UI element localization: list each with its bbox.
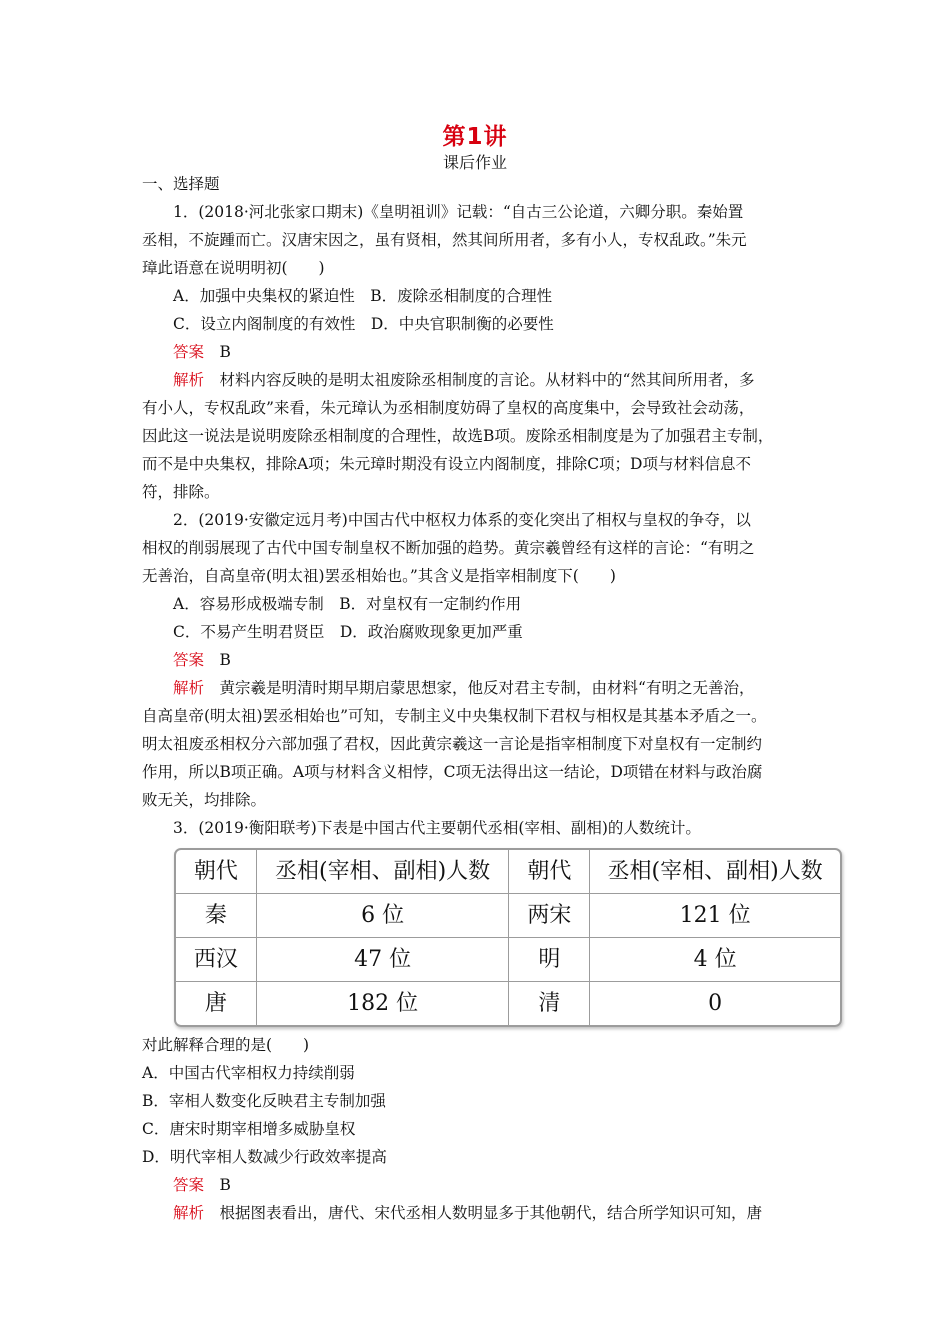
- question-2-options: A．容易形成极端专制 B．对皇权有一定制约作用: [173, 595, 522, 613]
- question-1-answer: [142, 338, 812, 366]
- analysis-text: 因此这一说法是说明废除丞相制度的合理性，故选B项。废除丞相制度是为了加强君主专制，: [142, 427, 774, 445]
- table-row: [176, 982, 840, 1026]
- analysis-text: 符，排除。: [142, 483, 220, 501]
- analysis-label: 解析: [173, 371, 205, 389]
- question-2-options: C．不易产生明君贤臣 D．政治腐败现象更加严重: [173, 623, 523, 641]
- question-2-line: 无善治，自高皇帝(明太祖)罢丞相始也。”其含义是指宰相制度下( ): [142, 567, 616, 585]
- question-2-line: 相权的削弱展现了古代中国专制皇权不断加强的趋势。黄宗羲曾经有这样的言论：“有明之: [142, 539, 755, 557]
- section-heading: 一、选择题: [142, 175, 220, 193]
- table-cell: 西汉: [176, 938, 256, 982]
- question-1-line: 璋此语意在说明明初( ): [142, 259, 325, 277]
- question-3-answer: [142, 1171, 812, 1199]
- table-cell: 121 位: [590, 894, 840, 938]
- question-3-option: C．唐宋时期宰相增多威胁皇权: [142, 1120, 356, 1138]
- question-3-option: B．宰相人数变化反映君主专制加强: [142, 1092, 386, 1110]
- question-3-analysis: [142, 1199, 812, 1227]
- analysis-text: 作用，所以B项正确。A项与材料含义相悖，C项无法得出这一结论，D项错在材料与政治腐: [142, 763, 763, 781]
- table-cell: 清: [509, 982, 590, 1026]
- question-3-prompt: 对此解释合理的是( ): [142, 1036, 310, 1054]
- table-row: [176, 894, 840, 938]
- answer-value: B: [204, 651, 231, 669]
- table-header-row: [176, 850, 840, 894]
- question-3: [142, 814, 823, 1227]
- question-1-options: C．设立内阁制度的有效性 D．中央官职制衡的必要性: [173, 315, 554, 333]
- answer-value: B: [204, 343, 231, 361]
- question-3-stem: 3．(2019·衡阳联考)下表是中国古代主要朝代丞相(宰相、副相)的人数统计。: [173, 819, 701, 837]
- question-1: [142, 198, 812, 506]
- analysis-label: 解析: [173, 679, 205, 697]
- question-1-line: 1．(2018·河北张家口期末)《皇明祖训》记载：“自古三公论道，六卿分职。秦始置: [173, 203, 744, 221]
- question-3-option: D．明代宰相人数减少行政效率提高: [142, 1148, 387, 1166]
- table-header-cell: 朝代: [176, 850, 256, 894]
- question-1-options: A．加强中央集权的紧迫性 B．废除丞相制度的合理性: [173, 287, 553, 305]
- table-cell: 182 位: [256, 982, 509, 1026]
- table-cell: 47 位: [256, 938, 509, 982]
- table-row: [176, 938, 840, 982]
- answer-label: 答案: [173, 1176, 205, 1194]
- question-2: [142, 506, 812, 814]
- table-header-cell: 朝代: [509, 850, 590, 894]
- table-cell: 6 位: [256, 894, 509, 938]
- lesson-title: 第1讲: [442, 124, 508, 150]
- question-2-answer: [142, 646, 812, 674]
- table-cell: 4 位: [590, 938, 840, 982]
- table-cell: 0: [590, 982, 840, 1026]
- table-cell: 秦: [176, 894, 256, 938]
- analysis-text: 败无关，均排除。: [142, 791, 267, 809]
- answer-label: 答案: [173, 651, 205, 669]
- analysis-text: 而不是中央集权，排除A项；朱元璋时期没有设立内阁制度，排除C项；D项与材料信息不: [142, 455, 751, 473]
- document-body: [142, 170, 823, 1227]
- question-1-analysis: [142, 366, 812, 394]
- analysis-text: 明太祖废丞相权分六部加强了君权，因此黄宗羲这一言论是指宰相制度下对皇权有一定制约: [142, 735, 763, 753]
- question-2-line: 2．(2019·安徽定远月考)中国古代中枢权力体系的变化突出了相权与皇权的争夺，以: [173, 511, 751, 529]
- table-cell: 明: [509, 938, 590, 982]
- question-1-line: 丞相，不旋踵而亡。汉唐宋因之，虽有贤相，然其间所用者，多有小人，专权乱政。”朱元: [142, 231, 747, 249]
- table-cell: 唐: [176, 982, 256, 1026]
- table-cell: 两宋: [509, 894, 590, 938]
- lesson-subtitle: 课后作业: [442, 153, 507, 172]
- table-header-cell: 丞相(宰相、副相)人数: [256, 850, 509, 894]
- analysis-label: 解析: [173, 1204, 205, 1222]
- analysis-text: 材料内容反映的是明太祖废除丞相制度的言论。从材料中的“然其间所用者，多: [204, 371, 755, 389]
- question-2-analysis: [142, 674, 812, 702]
- analysis-text: 有小人，专权乱政”来看，朱元璋认为丞相制度妨碍了皇权的高度集中，会导致社会动荡，: [142, 399, 755, 417]
- analysis-text: 黄宗羲是明清时期早期启蒙思想家，他反对君主专制，由材料“有明之无善治，: [204, 679, 755, 697]
- analysis-text: 自高皇帝(明太祖)罢丞相始也”可知，专制主义中央集权制下君权与相权是其基本矛盾之一。: [142, 707, 767, 725]
- answer-label: 答案: [173, 343, 205, 361]
- chancellor-count-table: [174, 848, 842, 1027]
- table-header-cell: 丞相(宰相、副相)人数: [590, 850, 840, 894]
- question-3-option: A．中国古代宰相权力持续削弱: [142, 1064, 355, 1082]
- analysis-text: 根据图表看出，唐代、宋代丞相人数明显多于其他朝代，结合所学知识可知，唐: [204, 1204, 763, 1222]
- answer-value: B: [204, 1176, 231, 1194]
